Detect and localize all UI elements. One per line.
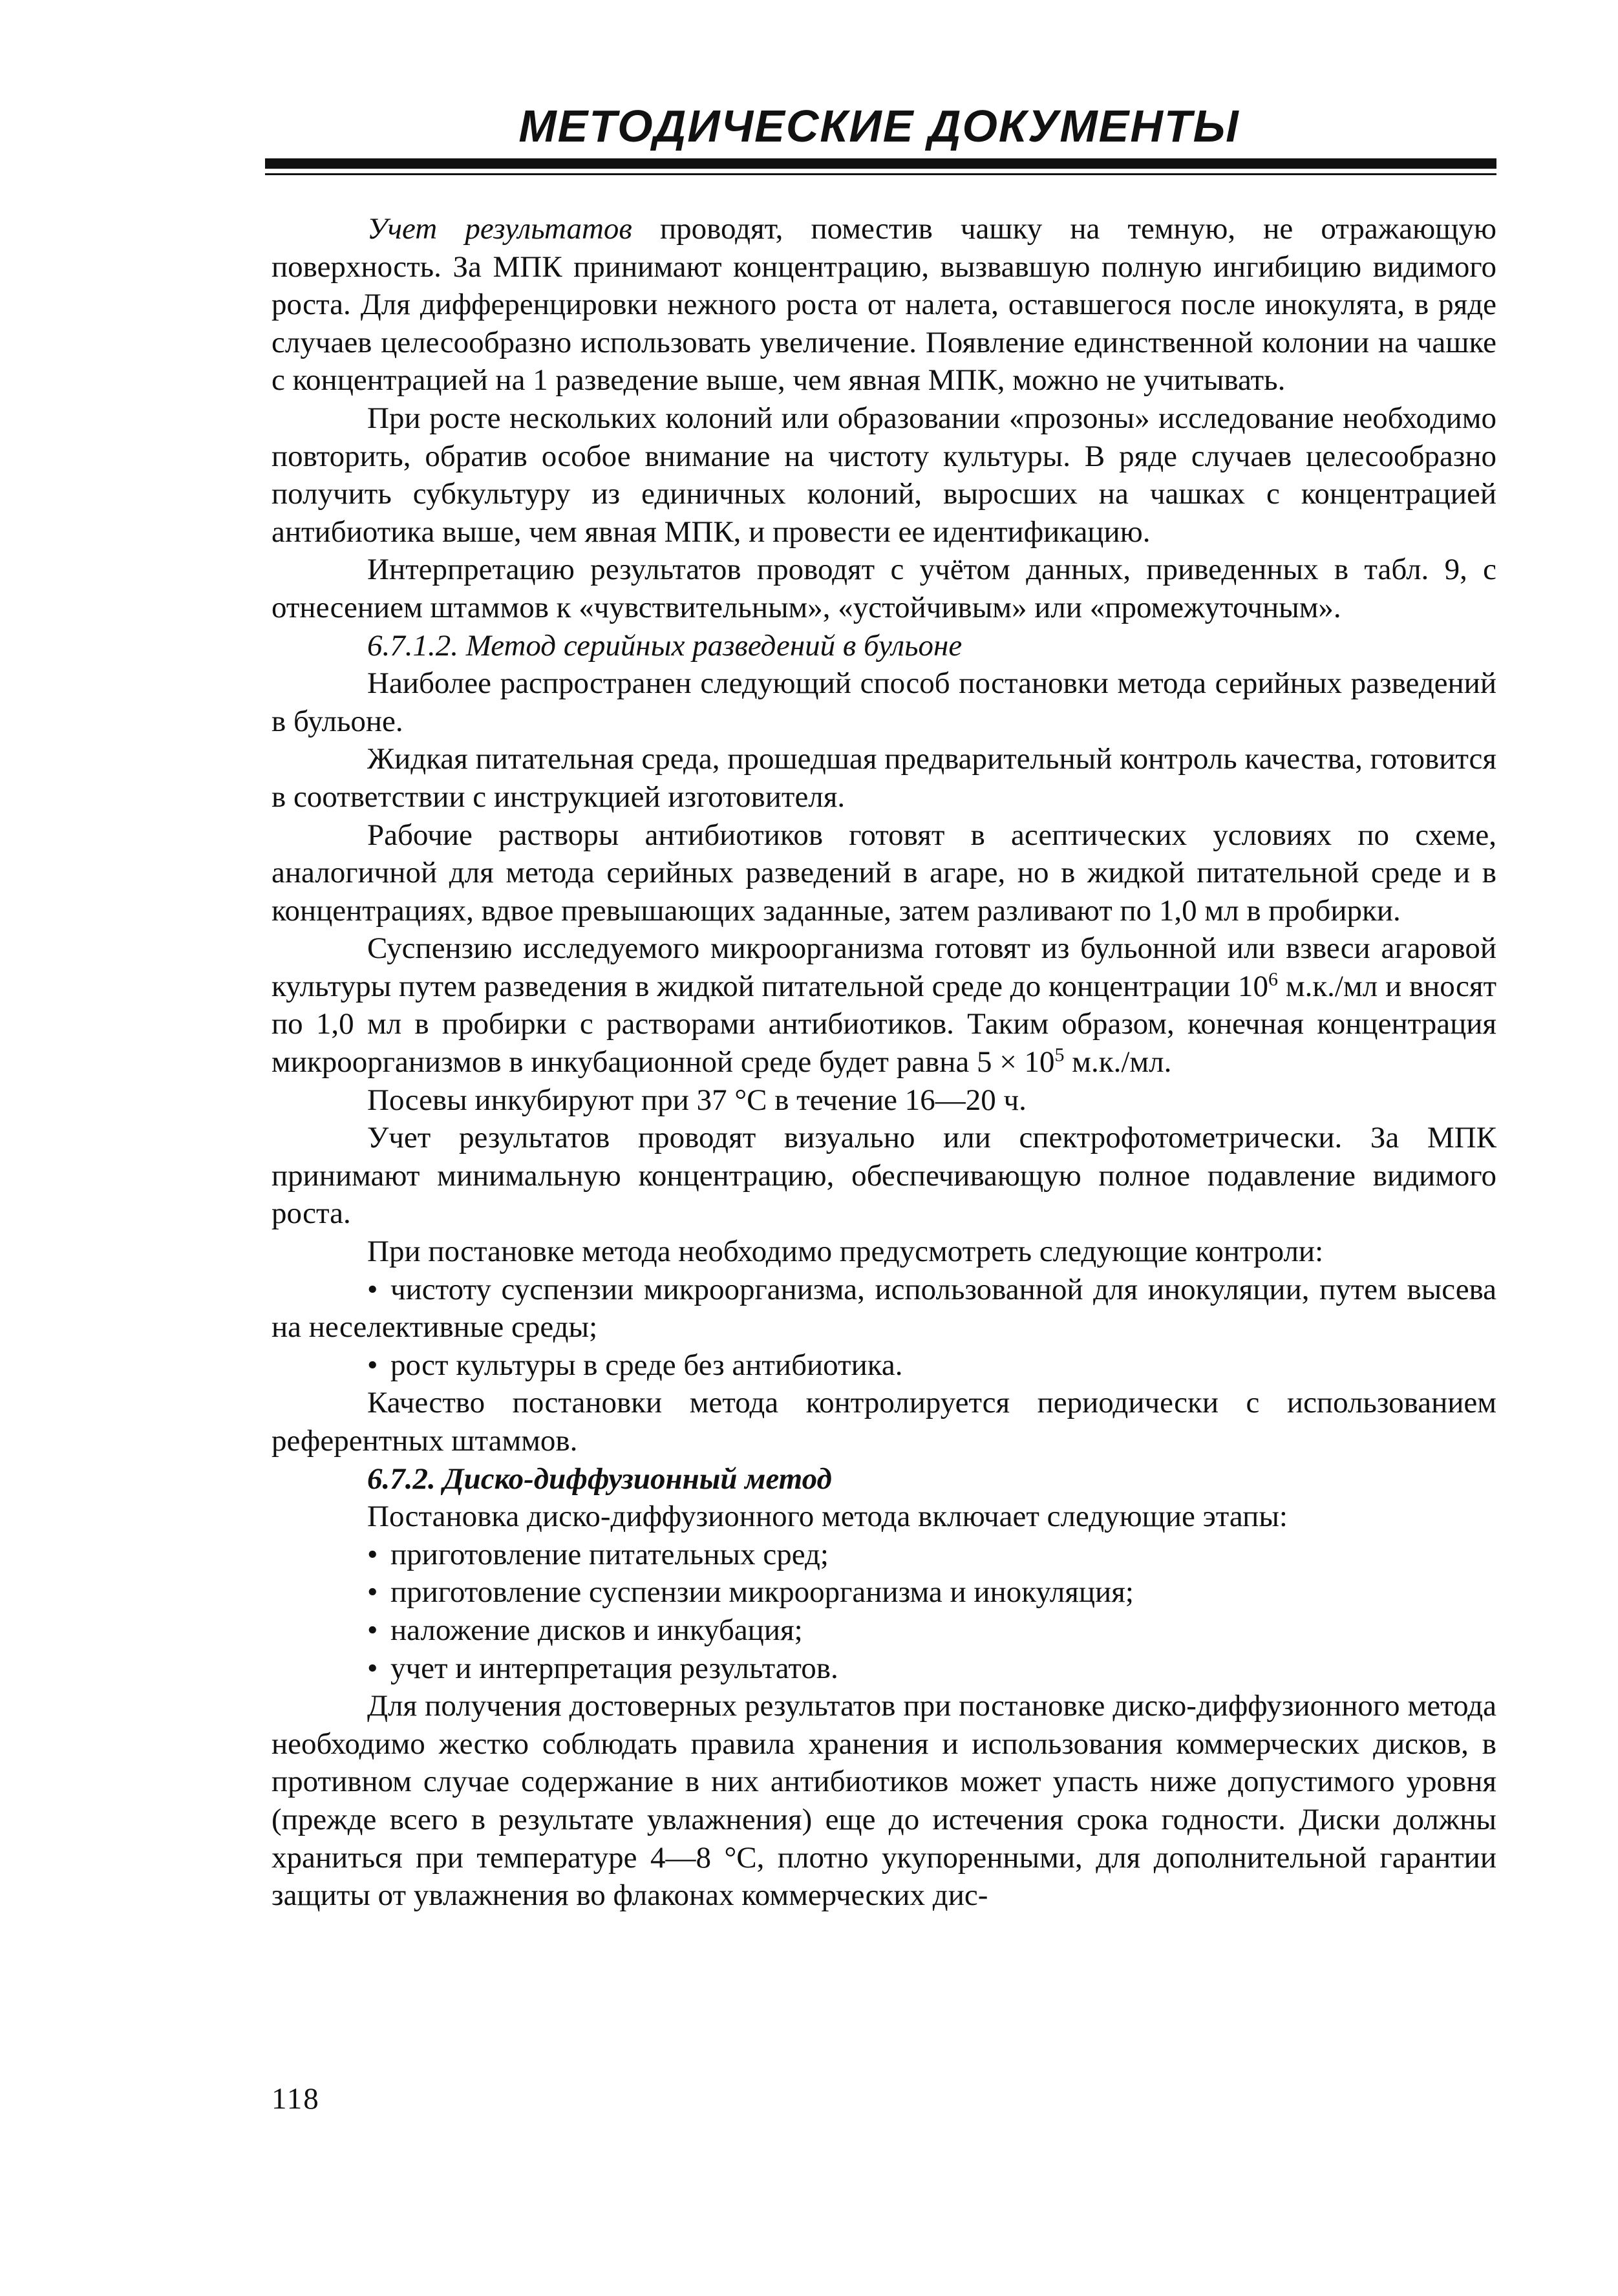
paragraph: Интерпретацию результатов проводят с учётом данных, приведенных в табл. 9, с отнесением штаммов к «чувствительным», «устойчивым» или «промежуточным». (271, 553, 1496, 624)
bullet-list-item (271, 1346, 1496, 1385)
page-number: 118 (271, 2082, 320, 2116)
superscript: 6 (1268, 968, 1279, 990)
bullet-text: чистоту суспензии микроорганизма, использованной для инокуляции, путем высева на неселективные среды; (271, 1272, 1496, 1345)
paragraph-text: Суспензию исследуемого микроорганизма готовят из бульонной или взвеси агаровой культуры путем разведения в жидкой питательной среде до концентрации 10 (271, 931, 1496, 1003)
bullet-text: учет и интерпретация результатов. (390, 1651, 838, 1685)
paragraph: Наиболее распространен следующий способ постановки метода серийных разведений в бульоне. (271, 666, 1496, 738)
paragraph-text: м.к./мл. (1064, 1045, 1172, 1079)
paragraph: Посевы инкубируют при 37 °С в течение 16—20 ч. (367, 1083, 1027, 1117)
bullet-list-item (271, 1611, 1496, 1650)
paragraph: Рабочие растворы антибиотиков готовят в асептических условиях по схеме, аналогичной для метода серийных разведений в агаре, но в жидкой питательной среде и в концентрациях, вдвое превышающих заданные, затем разливают по 1,0 мл в пробирки. (271, 818, 1496, 928)
body-text (271, 210, 1496, 1915)
bullet-icon: • (367, 1272, 378, 1306)
bullet-icon: • (367, 1537, 378, 1571)
bullet-icon: • (367, 1651, 378, 1685)
paragraph: Качество постановки метода контролируется периодически с использованием референтных штаммов. (271, 1386, 1496, 1458)
bullet-icon: • (367, 1613, 378, 1647)
bullet-text: наложение дисков и инкубация; (390, 1613, 803, 1647)
paragraph: При росте нескольких колоний или образовании «прозоны» исследование необходимо повторить, обратив особое внимание на чистоту культуры. В ряде случаев целесообразно получить субкультуру из единичных колоний, выросших на чашках с концентрацией антибиотика выше, чем явная МПК, и провести ее идентификацию. (271, 401, 1496, 549)
paragraph-text: м.к./мл и вносят по 1,0 мл в пробирки с растворами антибиотиков. Таким образом, конечная концентрация микроорганизмов в инкубационной среде будет равна 5 × 10 (271, 969, 1496, 1079)
bullet-list-item (271, 1573, 1496, 1611)
bullet-list-item (271, 1536, 1496, 1574)
bullet-icon: • (367, 1348, 378, 1382)
section-heading: 6.7.1.2. Метод серийных разведений в бульоне (367, 628, 963, 663)
paragraph: При постановке метода необходимо предусмотреть следующие контроли: (367, 1235, 1324, 1269)
bullet-text: рост культуры в среде без антибиотика. (390, 1348, 903, 1382)
section-heading: 6.7.2. Диско-диффузионный метод (367, 1462, 832, 1496)
paragraph (271, 210, 1496, 399)
paragraph: Жидкая питательная среда, прошедшая предварительный контроль качества, готовится в соответствии с инструкцией изготовителя. (271, 742, 1496, 814)
paragraph: Для получения достоверных результатов при постановке диско-диффузионного метода необходимо жестко соблюдать правила хранения и использования коммерческих дисков, в противном случае содержание в них антибиотиков может упасть ниже допустимого уровня (прежде всего в результате увлажнения) еще до истечения срока годности. Диски должны храниться при температуре 4—8 °С, плотно укупоренными, для дополнительной гарантии защиты от увлажнения во флаконах коммерческих дис- (271, 1689, 1496, 1913)
running-header-title: МЕТОДИЧЕСКИЕ ДОКУМЕНТЫ (518, 101, 1240, 151)
bullet-text: приготовление суспензии микроорганизма и инокуляция; (390, 1575, 1134, 1610)
bullet-icon: • (367, 1575, 378, 1610)
header-rule-thin (265, 173, 1496, 175)
bullet-list-item (271, 1650, 1496, 1688)
superscript: 5 (1054, 1044, 1065, 1066)
bullet-list-item (271, 1271, 1496, 1346)
bullet-text: приготовление питательных сред; (390, 1537, 829, 1571)
paragraph-text: проводят, поместив чашку на темную, не отражающую поверхность. За МПК принимают концентрацию, вызвавшую полную ингибицию видимого роста. Для дифференцировки нежного роста от налета, оставшегося после инокулята, в ряде случаев целесообразно использовать увеличение. Появление единственной колонии на чашке с концентрацией на 1 разведение выше, чем явная МПК, можно не учитывать. (271, 212, 1496, 398)
header-rule-thick (265, 158, 1496, 169)
paragraph: Учет результатов проводят визуально или спектрофотометрически. За МПК принимают минимальную концентрацию, обеспечивающую полное подавление видимого роста. (271, 1121, 1496, 1231)
paragraph-lead-italic: Учет результатов (367, 212, 632, 246)
paragraph (271, 930, 1496, 1081)
paragraph: Постановка диско-диффузионного метода включает следующие этапы: (367, 1500, 1288, 1534)
